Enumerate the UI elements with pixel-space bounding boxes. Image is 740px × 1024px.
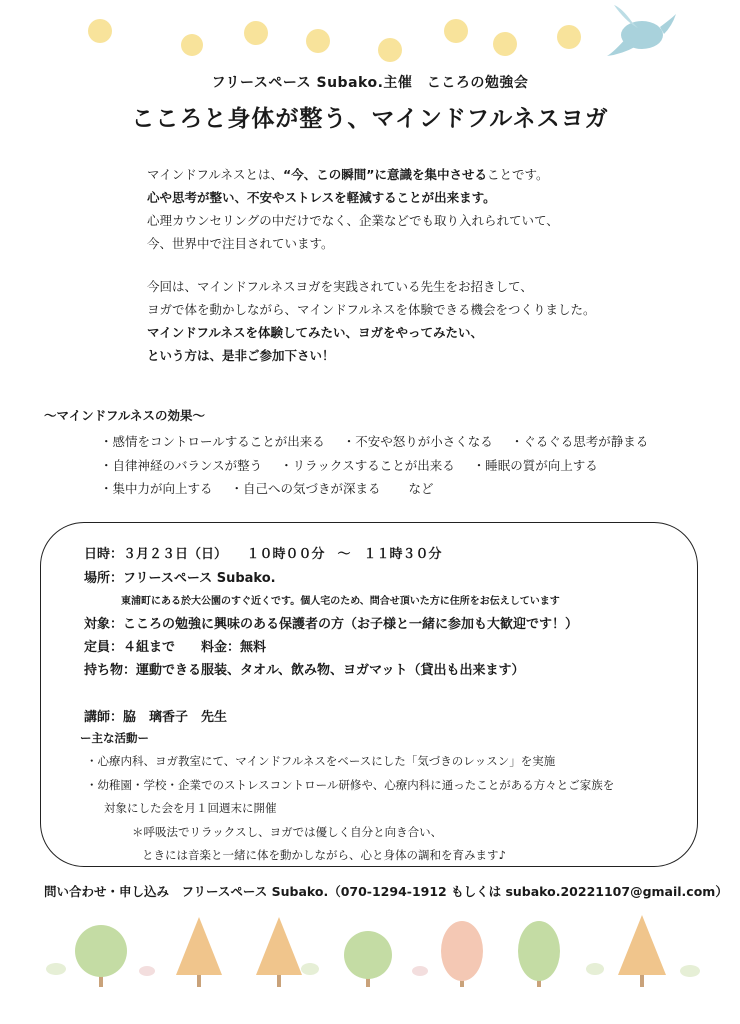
intro-line: 心や思考が整い、不安やストレスを軽減することが出来ます。	[147, 190, 496, 205]
effect-item: ・ぐるぐる思考が静まる	[510, 434, 649, 449]
dot-icon	[557, 25, 581, 49]
intro-line: 今回は、マインドフルネスヨガを実践されている先生をお招きして、	[147, 279, 533, 294]
effect-item: ・感情をコントロールすることが出来る	[100, 434, 325, 449]
effects-heading: ～マインドフルネスの効果～	[44, 408, 206, 423]
instructor-line: 講師：脇 璃香子 先生	[84, 710, 228, 725]
dot-icon	[306, 29, 330, 53]
tree-icon	[441, 921, 483, 987]
effect-item: ・睡眠の質が向上する	[472, 457, 598, 473]
effect-item: ・自己への気づきが深まる	[230, 481, 381, 496]
activity-line: ・幼稚園・学校・企業でのストレスコントロール研修や、心療内科に通ったことがある方々とご家族を	[86, 778, 615, 792]
activity-line: ＊呼吸法でリラックスし、ヨガでは優しく自分と向き合い、	[132, 825, 443, 839]
activity-line: 対象にした会を月１回週末に開催	[104, 801, 277, 815]
effect-item: ・不安や怒りが小さくなる	[342, 434, 493, 449]
tree-icon	[344, 931, 392, 987]
target-line: 対象：こころの勉強に興味のある保護者の方（お子様と一緒に参加も大歓迎です！）	[84, 617, 579, 632]
tree-icon	[75, 925, 127, 987]
belongings-line: 持ち物：運動できる服装、タオル、飲み物、ヨガマット（貸出も出来ます）	[84, 663, 525, 678]
activity-line: ・心療内科、ヨガ教室にて、マインドフルネスをベースにした「気づきのレッスン」を実施	[86, 754, 556, 768]
dot-icon	[244, 21, 268, 45]
activity-line: ときには音楽と一緒に体を動かしながら、心と身体の調和を育みます♪	[142, 848, 506, 862]
effect-item: など	[408, 481, 434, 496]
tree-icon	[618, 915, 666, 987]
contact-line: 問い合わせ・申し込み フリースペース Subako.（070-1294-1912 もしくは subako.20221107@gmail.com）	[44, 884, 728, 899]
capacity-fee-line: 定員：４組まで 料金：無料	[84, 640, 267, 655]
top-decoration	[0, 0, 740, 75]
bottom-decoration	[0, 905, 740, 1024]
effects-list	[100, 430, 662, 501]
intro-line: 今、世界中で注目されています。	[147, 236, 334, 251]
date-line: 日時：３月２３日（日） １０時００分 ～ １１時３０分	[84, 547, 442, 562]
bush-icon	[301, 963, 319, 975]
bush-icon	[46, 963, 66, 975]
dot-icon	[444, 19, 468, 43]
dot-icon	[181, 34, 203, 56]
bush-icon	[680, 965, 700, 977]
page-title: こころと身体が整う、マインドフルネスヨガ	[131, 106, 609, 132]
intro-line: ヨガで体を動かしながら、マインドフルネスを体験できる機会をつくりました。	[147, 302, 596, 317]
dot-icon	[88, 19, 112, 43]
intro-line: という方は、是非ご参加下さい！	[147, 348, 335, 363]
intro-line: マインドフルネスを体験してみたい、ヨガをやってみたい、	[147, 325, 484, 340]
dot-icon	[493, 32, 517, 56]
tree-icon	[176, 917, 222, 987]
bush-icon	[412, 966, 428, 976]
intro-line: 心理カウンセリングの中だけでなく、企業などでも取り入れられていて、	[147, 213, 559, 228]
organizer-line: フリースペース Subako.主催 こころの勉強会	[211, 75, 529, 91]
intro-line: マインドフルネスとは、“今、この瞬間”に意識を集中させることです。	[147, 167, 549, 182]
place-note: 東浦町にある於大公園のすぐ近くです。個人宅のため、問合せ頂いた方に住所をお伝えしています	[121, 596, 560, 607]
effect-item: ・集中力が向上する	[100, 481, 213, 496]
place-line: 場所：フリースペース Subako.	[84, 571, 276, 586]
effect-item: ・リラックスすることが出来る	[280, 457, 455, 473]
activities-heading: ー主な活動ー	[80, 731, 149, 745]
bush-icon	[139, 966, 155, 976]
tree-icon	[256, 917, 302, 987]
tree-icon	[518, 921, 560, 987]
intro-text	[147, 163, 596, 367]
bush-icon	[586, 963, 604, 975]
bird-icon	[607, 5, 676, 56]
effect-item: ・自律神経のバランスが整う	[100, 457, 263, 473]
dot-icon	[378, 38, 402, 62]
